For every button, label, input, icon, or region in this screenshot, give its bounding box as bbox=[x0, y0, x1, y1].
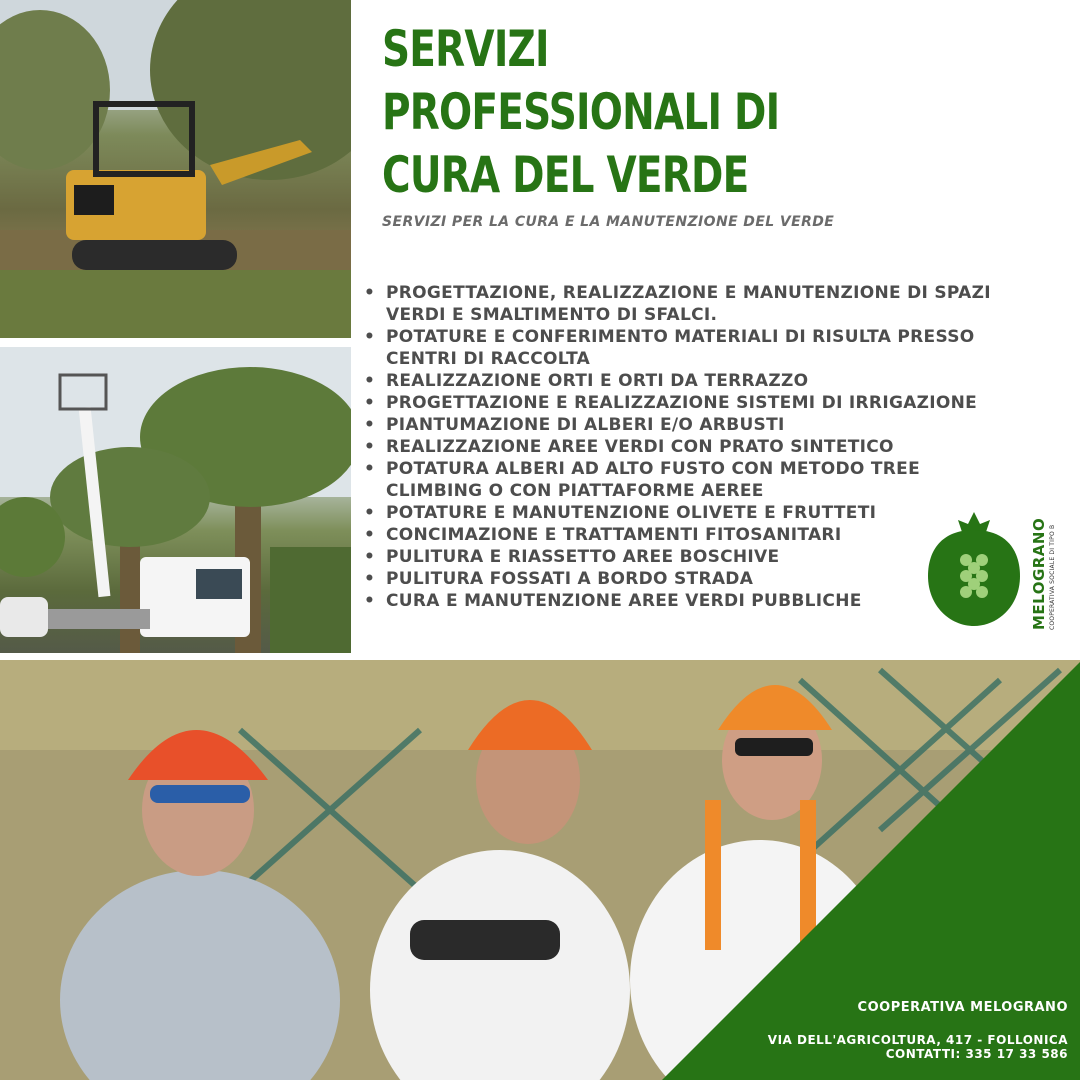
service-item-line: POTATURE E CONFERIMENTO MATERIALI DI RISULTA PRESSO bbox=[386, 327, 975, 347]
pomegranate-icon bbox=[924, 510, 1024, 630]
service-item-line: PROGETTAZIONE E REALIZZAZIONE SISTEMI DI IRRIGAZIONE bbox=[386, 393, 978, 413]
bullet-icon: • bbox=[364, 547, 376, 567]
logo-name bbox=[1030, 514, 1050, 630]
footer-cooperative-name: COOPERATIVA MELOGRANO bbox=[857, 1000, 1068, 1015]
logo-title: MELOGRANO bbox=[1030, 517, 1048, 630]
service-item-line: POTATURA ALBERI AD ALTO FUSTO CON METODO TREE bbox=[386, 459, 920, 479]
service-item-line: REALIZZAZIONE AREE VERDI CON PRATO SINTETICO bbox=[386, 437, 894, 457]
service-item-line: POTATURE E MANUTENZIONE OLIVETE E FRUTTETI bbox=[386, 503, 877, 523]
service-item bbox=[362, 414, 1062, 436]
service-item bbox=[362, 370, 1062, 392]
service-item-line: PULITURA FOSSATI A BORDO STRADA bbox=[386, 569, 754, 589]
service-item-line: CLIMBING O CON PIATTAFORME AEREE bbox=[386, 481, 764, 501]
service-item-line: PROGETTAZIONE, REALIZZAZIONE E MANUTENZIONE DI SPAZI bbox=[386, 283, 991, 303]
service-item-line: CENTRI DI RACCOLTA bbox=[386, 349, 591, 369]
title-line: PROFESSIONALI DI bbox=[382, 83, 780, 141]
service-item-line: CURA E MANUTENZIONE AREE VERDI PUBBLICHE bbox=[386, 591, 862, 611]
bullet-icon: • bbox=[364, 283, 376, 303]
bullet-icon: • bbox=[364, 371, 376, 391]
bullet-icon: • bbox=[364, 437, 376, 457]
bullet-icon: • bbox=[364, 393, 376, 413]
bullet-icon: • bbox=[364, 415, 376, 435]
service-item bbox=[362, 326, 1062, 370]
subtitle: SERVIZI PER LA CURA E LA MANUTENZIONE DEL VERDE bbox=[382, 214, 835, 230]
service-item bbox=[362, 282, 1062, 326]
bullet-icon: • bbox=[364, 525, 376, 545]
service-item-line: PULITURA E RIASSETTO AREE BOSCHIVE bbox=[386, 547, 780, 567]
service-item-line: VERDI E SMALTIMENTO DI SFALCI. bbox=[386, 305, 718, 325]
service-item bbox=[362, 436, 1062, 458]
title-line: SERVIZI bbox=[382, 20, 549, 78]
logo-subtitle-text: COOPERATIVA SOCIALE DI TIPO B bbox=[1049, 524, 1056, 630]
bullet-icon: • bbox=[364, 459, 376, 479]
footer-contacts: CONTATTI: 335 17 33 586 bbox=[885, 1047, 1068, 1061]
service-item bbox=[362, 458, 1062, 502]
bullet-icon: • bbox=[364, 591, 376, 611]
footer-address: VIA DELL'AGRICOLTURA, 417 - FOLLONICA bbox=[767, 1033, 1068, 1047]
bullet-icon: • bbox=[364, 327, 376, 347]
service-item-line: CONCIMAZIONE E TRATTAMENTI FITOSANITARI bbox=[386, 525, 842, 545]
page-title bbox=[382, 18, 788, 207]
bullet-icon: • bbox=[364, 569, 376, 589]
service-item-line: PIANTUMAZIONE DI ALBERI E/O ARBUSTI bbox=[386, 415, 785, 435]
service-item bbox=[362, 392, 1062, 414]
bullet-icon: • bbox=[364, 503, 376, 523]
service-item-line: REALIZZAZIONE ORTI E ORTI DA TERRAZZO bbox=[386, 371, 809, 391]
logo-subtitle bbox=[1049, 514, 1059, 630]
title-line: CURA DEL VERDE bbox=[382, 146, 749, 204]
